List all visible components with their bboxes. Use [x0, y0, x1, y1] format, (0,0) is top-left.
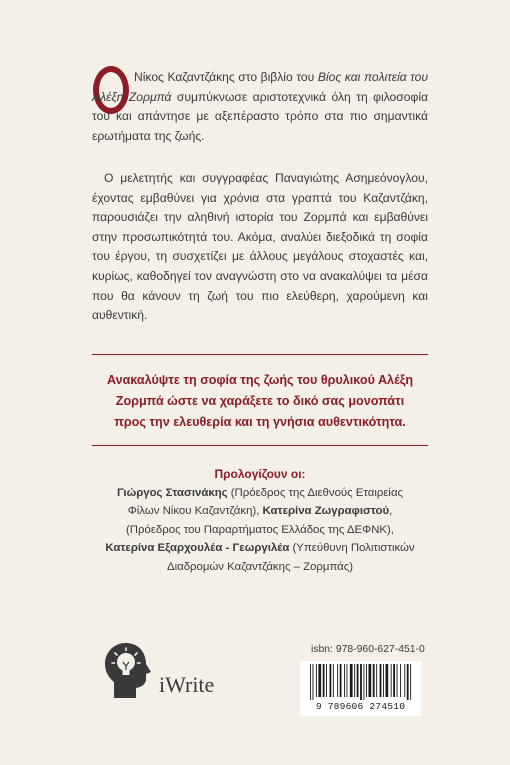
blurb-paragraph-1: [92, 68, 428, 146]
prologue-line-2: Φίλων Νίκου Καζαντζάκη), Κατερίνα Ζωγραφιστού,: [127, 505, 393, 518]
barcode-bar: [410, 664, 411, 700]
barcode-bar: [318, 664, 321, 697]
prologue-writer-3-role-a: (Υπεύθυνη Πολιτιστικών: [289, 542, 415, 555]
barcode-bar: [316, 664, 317, 697]
tagline-line-1: Ανακαλύψτε τη σοφία της ζωής του θρυλικού Αλέξη: [106, 373, 414, 387]
barcode-bar: [364, 664, 365, 700]
prologue-writer-1-role-a: (Πρόεδρος της Διεθνούς Εταιρείας: [227, 486, 404, 499]
prologue-writer-2-role: (Πρόεδρος του Παραρτήματος Ελλάδος της ΔΕΦΝΚ),: [126, 523, 394, 536]
prologue-section: [80, 465, 440, 577]
barcode-bar: [350, 664, 353, 697]
barcode-digits: 9 789606 274510: [315, 701, 406, 712]
head-with-lightbulb-icon: [96, 638, 156, 702]
prologue-writer-1-role-b: Φίλων Νίκου Καζαντζάκη),: [127, 505, 263, 518]
tagline: [80, 370, 440, 433]
barcode-bar: [313, 664, 314, 700]
barcode-bar: [344, 664, 345, 697]
barcode-bar: [386, 664, 389, 697]
barcode-bar: [376, 664, 377, 697]
book-title-part-2: πολιτεία του Αλέξη Ζορμπά: [92, 70, 428, 104]
barcode-bar: [360, 664, 362, 700]
prologue-writer-2-name: Κατερίνα Ζωγραφιστού: [262, 505, 390, 518]
blurb-p1-rest: συμπύκνωσε αριστοτεχνικά όλη τη φιλοσοφία του και απάντησε με αξεπέραστο τρόπο στα πιο σημαντικά ερωτήματα της ζωής.: [92, 89, 428, 143]
prologue-writer-1-name: Γιώργος Στασινάκης: [116, 486, 228, 499]
barcode-bar: [366, 664, 367, 697]
book-title-part-1: Βίος και: [317, 70, 361, 84]
barcode-bar: [397, 664, 398, 697]
barcode-bar: [357, 664, 359, 697]
tagline-line-2: Ζορμπά ώστε να χαράξετε το δικό σας μονοπάτι: [115, 394, 405, 408]
publisher-name: iWrite: [159, 672, 215, 697]
blurb-paragraph-2: Ο μελετητής και συγγραφέας Παναγιώτης Ασημεόνογλου, έχοντας εμβαθύνει για χρόνια στα γραπτά του Καζαντζάκη, παρουσιάζει την αληθινή ιστορία του Ζορμπά και εμβαθύνει στην προσωπικότητά του. Ακόμα, αναλύει διεξοδικά τη σοφία του έργου, τη συσχετίζει με άλλους μεγάλους στοχαστές και, κυρίως, καθοδηγεί τον αναγνώστη στο να ανακαλύψει τα μέσα που θα κάνουν τη ζωή του πιο ελεύθερη, χαρούμενη και αυθεντική.: [92, 171, 428, 323]
barcode-bar: [354, 664, 355, 697]
prologue-writer-3-name: Κατερίνα Εξαρχουλέα - Γεωργιλέα: [105, 542, 290, 555]
barcode-bar: [373, 664, 375, 697]
prologue-line-4: [80, 539, 440, 558]
barcode-bar: [393, 664, 395, 697]
barcode: [300, 661, 421, 716]
barcode-bar: [347, 664, 348, 697]
barcode-bar: [383, 664, 384, 697]
barcode-bar: [326, 664, 327, 697]
prologue-writer-3-role-b: Διαδρομών Καζαντζάκης – Ζορμπάς): [166, 560, 354, 573]
divider-top: [92, 354, 428, 355]
barcode-bar: [369, 664, 372, 697]
tagline-line-3: προς την ελευθερία και τη γνήσια αυθεντικότητα.: [114, 415, 406, 429]
barcode-bar: [407, 664, 409, 700]
barcode-bar: [404, 664, 405, 697]
barcode-bar: [323, 664, 325, 697]
blurb-p1-start: Νίκος Καζαντζάκης στο βιβλίο του: [134, 70, 318, 84]
barcode-bar: [310, 664, 311, 700]
prologue-line-5: [80, 558, 440, 577]
barcode-bar: [330, 664, 332, 697]
divider-bottom: [92, 445, 428, 446]
barcode-bar: [333, 664, 334, 697]
prologue-line-1: [80, 484, 440, 503]
barcode-bar: [400, 664, 401, 697]
barcode-bar: [340, 664, 342, 697]
barcode-bars: [308, 664, 413, 700]
isbn-label: isbn: 978-960-627-451-0: [311, 644, 425, 655]
prologue-heading: Προλογίζουν οι:: [214, 467, 306, 481]
barcode-bar: [380, 664, 382, 697]
barcode-bar: [391, 664, 392, 697]
prologue-line-3: [80, 521, 440, 540]
barcode-bar: [337, 664, 338, 697]
